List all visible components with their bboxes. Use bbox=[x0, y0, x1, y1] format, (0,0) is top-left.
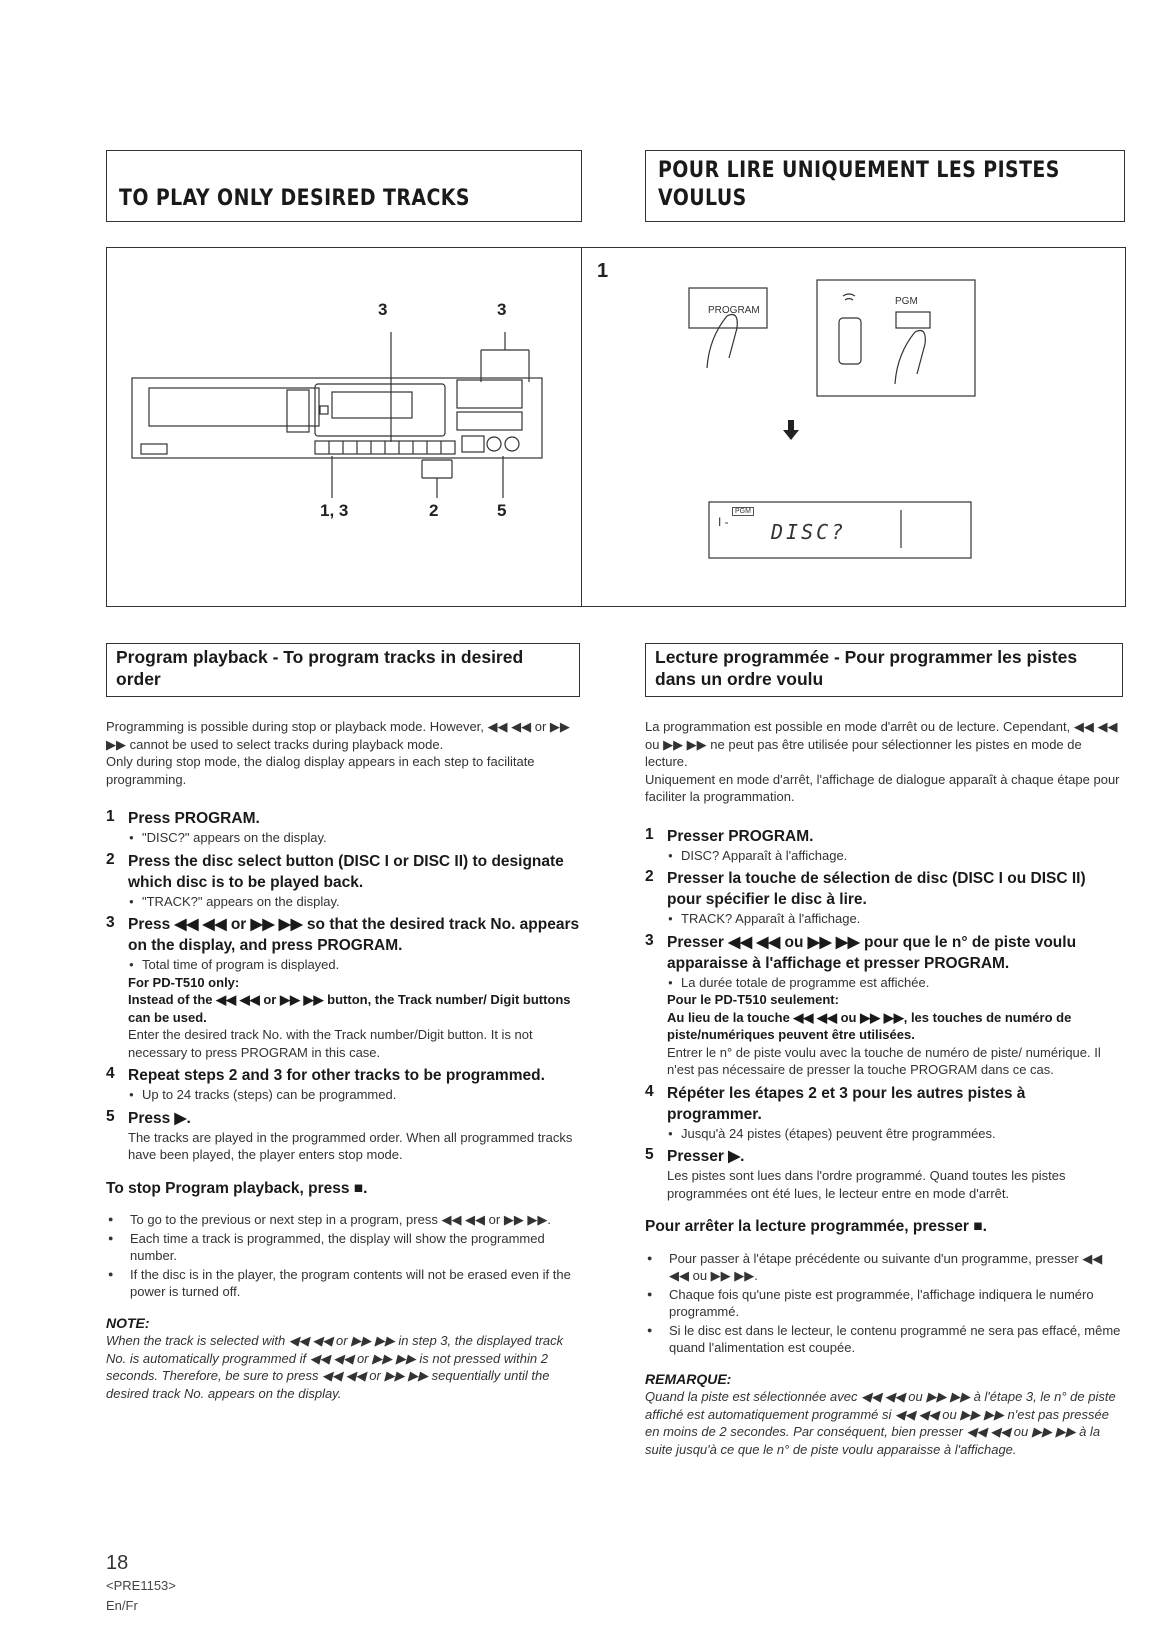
model-note-text: Enter the desired track No. with the Track number/Digit button. It is not necessary to press PROGRAM in this case. bbox=[128, 1027, 533, 1060]
step-heading: Presser ▶. bbox=[667, 1148, 745, 1165]
step-heading: Presser la touche de sélection de disc (DISC I ou DISC II) pour spécifier le disc à lire. bbox=[667, 870, 1086, 908]
list-item: ● To go to the previous or next step in a program, press ◀◀ ◀◀ or ▶▶ ▶▶. bbox=[106, 1211, 580, 1229]
callout-3-right: 3 bbox=[497, 300, 507, 319]
display-prefix: I - bbox=[718, 515, 729, 529]
pgm-button-label: PGM bbox=[895, 296, 918, 307]
stop-heading: Pour arrêter la lecture programmée, presser ■. bbox=[645, 1218, 987, 1235]
step-5 bbox=[645, 1146, 1123, 1202]
intro-paragraph-1: Programming is possible during stop or playback mode. However, ◀◀ ◀◀ or ▶▶ ▶▶ cannot be used to select tracks during playback mode. bbox=[106, 719, 570, 752]
step-bullet: ● "DISC?" appears on the display. bbox=[128, 829, 580, 847]
step-number: 3 bbox=[106, 914, 115, 931]
illustration-panel bbox=[106, 247, 1126, 607]
button-press-illustration bbox=[581, 248, 1125, 606]
list-item: ● Pour passer à l'étape précédente ou suivante d'un programme, presser ◀◀ ◀◀ ou ▶▶ ▶▶. bbox=[645, 1250, 1123, 1285]
step-number: 4 bbox=[645, 1082, 654, 1100]
step-3 bbox=[106, 914, 580, 1061]
column-fr bbox=[645, 718, 1123, 1458]
step-number: 1 bbox=[597, 260, 609, 282]
step-number: 5 bbox=[645, 1146, 654, 1163]
list-item: ● Si le disc est dans le lecteur, le contenu programmé ne sera pas effacé, même quand l'alimentation est coupée. bbox=[645, 1322, 1123, 1357]
title-box-fr bbox=[645, 150, 1125, 222]
title-fr-line2: VOULUS bbox=[658, 186, 747, 211]
step-number: 5 bbox=[106, 1107, 115, 1125]
step-4 bbox=[645, 1083, 1123, 1143]
step-heading: Press the disc select button (DISC I or DISC II) to designate which disc is to be played back. bbox=[128, 852, 564, 891]
step-4 bbox=[106, 1065, 580, 1104]
model-note-heading: For PD-T510 only: bbox=[128, 974, 240, 990]
step-number: 3 bbox=[645, 931, 654, 949]
model-note-instruction: Au lieu de la touche ◀◀ ◀◀ ou ▶▶ ▶▶, les touches de numéro de piste/numériques peuvent être utilisées. bbox=[667, 1009, 1072, 1042]
step-heading: Press ◀◀ ◀◀ or ▶▶ ▶▶ so that the desired track No. appears on the display, and press PROGRAM. bbox=[128, 916, 580, 954]
step-2 bbox=[645, 868, 1123, 928]
step-1 bbox=[645, 826, 1123, 865]
step-bullet: ● "TRACK?" appears on the display. bbox=[128, 893, 580, 911]
callout-3-left: 3 bbox=[378, 300, 388, 319]
step-heading: Presser ◀◀ ◀◀ ou ▶▶ ▶▶ pour que le n° de piste voulu apparaisse à l'affichage et presser PROGRAM. bbox=[667, 933, 1077, 972]
language-code: En/Fr bbox=[106, 1598, 138, 1613]
display-pgm-indicator: PGM bbox=[732, 507, 754, 516]
step-number: 2 bbox=[106, 850, 115, 868]
cd-player-illustration bbox=[107, 248, 581, 606]
step-5 bbox=[106, 1108, 580, 1164]
note-text: When the track is selected with ◀◀ ◀◀ or ▶▶ ▶▶ in step 3, the displayed track No. is automatically programmed if ◀◀ ◀◀ or ▶▶ ▶▶ is not pressed within 2 seconds. Therefore, be sure to press ◀◀ ◀◀ or ▶▶ ▶▶ sequentially until the desired track No. appears on the display. bbox=[106, 1333, 564, 1401]
callout-1-3: 1, 3 bbox=[320, 501, 349, 520]
step-bullet: ● Up to 24 tracks (steps) can be programmed. bbox=[128, 1086, 580, 1104]
step-heading: Press PROGRAM. bbox=[128, 810, 260, 827]
step-number: 1 bbox=[645, 825, 654, 843]
list-item: ● Each time a track is programmed, the display will show the programmed number. bbox=[106, 1230, 580, 1265]
note-heading: REMARQUE: bbox=[645, 1370, 732, 1387]
program-button-label: PROGRAM bbox=[708, 305, 760, 316]
note-heading: NOTE: bbox=[106, 1314, 150, 1331]
step-1 bbox=[106, 808, 580, 847]
step-bullet: ● TRACK? Apparaît à l'affichage. bbox=[667, 910, 1123, 928]
note-text: Quand la piste est sélectionnée avec ◀◀ ◀◀ ou ▶▶ ▶▶ à l'étape 3, le n° de piste affiché est automatiquement programmé si ◀◀ ◀◀ ou ▶▶ ▶▶ n'est pas pressée en moins de 2 secondes. Par conséquent, bien presser ◀◀ ◀◀ ou ▶▶ ▶▶ à la suite jusqu'à ce que le n° de piste voulu apparaisse à l'affichage. bbox=[645, 1389, 1116, 1457]
list-item: ● Chaque fois qu'une piste est programmée, l'affichage indiquera le numéro programmé. bbox=[645, 1286, 1123, 1321]
page-number: 18 bbox=[106, 1552, 129, 1574]
step-heading: Répéter les étapes 2 et 3 pour les autres pistes à programmer. bbox=[667, 1084, 1026, 1123]
step-heading: Presser PROGRAM. bbox=[667, 827, 814, 845]
step-text: Les pistes sont lues dans l'ordre programmé. Quand toutes les pistes programmées ont été lues, le lecteur entre en mode d'arrêt. bbox=[667, 1168, 1066, 1201]
intro-paragraph-2: Only during stop mode, the dialog display appears in each step to facilitate programming. bbox=[106, 754, 535, 787]
step-bullet: ● Jusqu'à 24 pistes (étapes) peuvent être programmées. bbox=[667, 1125, 1123, 1143]
title-box-en bbox=[106, 150, 582, 222]
step-number: 2 bbox=[645, 868, 654, 885]
title-fr-line1: POUR LIRE UNIQUEMENT LES PISTES bbox=[658, 158, 1060, 183]
step-heading: Repeat steps 2 and 3 for other tracks to be programmed. bbox=[128, 1067, 545, 1084]
step-2 bbox=[106, 851, 580, 911]
model-note-instruction: Instead of the ◀◀ ◀◀ or ▶▶ ▶▶ button, the Track number/ Digit buttons can be used. bbox=[128, 992, 571, 1025]
step-bullet: ● DISC? Apparaît à l'affichage. bbox=[667, 847, 1123, 865]
step-heading: Press ▶. bbox=[128, 1109, 191, 1127]
section-heading-fr-text: Lecture programmée - Pour programmer les pistes dans un ordre voulu bbox=[655, 647, 1078, 689]
step-bullet: ● La durée totale de programme est affichée. bbox=[667, 974, 1123, 992]
list-item: ● If the disc is in the player, the program contents will not be erased even if the power is turned off. bbox=[106, 1266, 580, 1301]
document-code: <PRE1153> bbox=[106, 1578, 176, 1593]
step-number: 4 bbox=[106, 1065, 115, 1082]
callout-5: 5 bbox=[497, 501, 507, 520]
intro-paragraph-2: Uniquement en mode d'arrêt, l'affichage de dialogue apparaît à chaque étape pour faciliter la programmation. bbox=[645, 771, 1120, 804]
step-text: The tracks are played in the programmed order. When all programmed tracks have been played, the player enters stop mode. bbox=[128, 1129, 573, 1162]
stop-heading: To stop Program playback, press ■. bbox=[106, 1179, 368, 1197]
callout-2: 2 bbox=[429, 501, 439, 520]
title-en: TO PLAY ONLY DESIRED TRACKS bbox=[119, 186, 470, 211]
step-3 bbox=[645, 932, 1123, 1079]
intro-paragraph-1: La programmation est possible en mode d'arrêt ou de lecture. Cependant, ◀◀ ◀◀ ou ▶▶ ▶▶ ne peut pas être utilisée pour sélectionner les pistes en mode de lecture. bbox=[645, 719, 1118, 769]
section-heading-fr bbox=[645, 643, 1123, 697]
model-note-heading: Pour le PD-T510 seulement: bbox=[667, 992, 839, 1007]
section-heading-en-text: Program playback - To program tracks in desired order bbox=[116, 647, 524, 689]
step-bullet: ● Total time of program is displayed. bbox=[128, 956, 580, 974]
display-disc-text: DISC? bbox=[771, 520, 847, 544]
step-number: 1 bbox=[106, 808, 115, 825]
column-en bbox=[106, 718, 580, 1402]
model-note-text: Entrer le n° de piste voulu avec la touche de numéro de piste/ numérique. Il n'est pas nécessaire de presser la touche PROGRAM dans ce cas. bbox=[667, 1044, 1101, 1077]
section-heading-en bbox=[106, 643, 580, 697]
